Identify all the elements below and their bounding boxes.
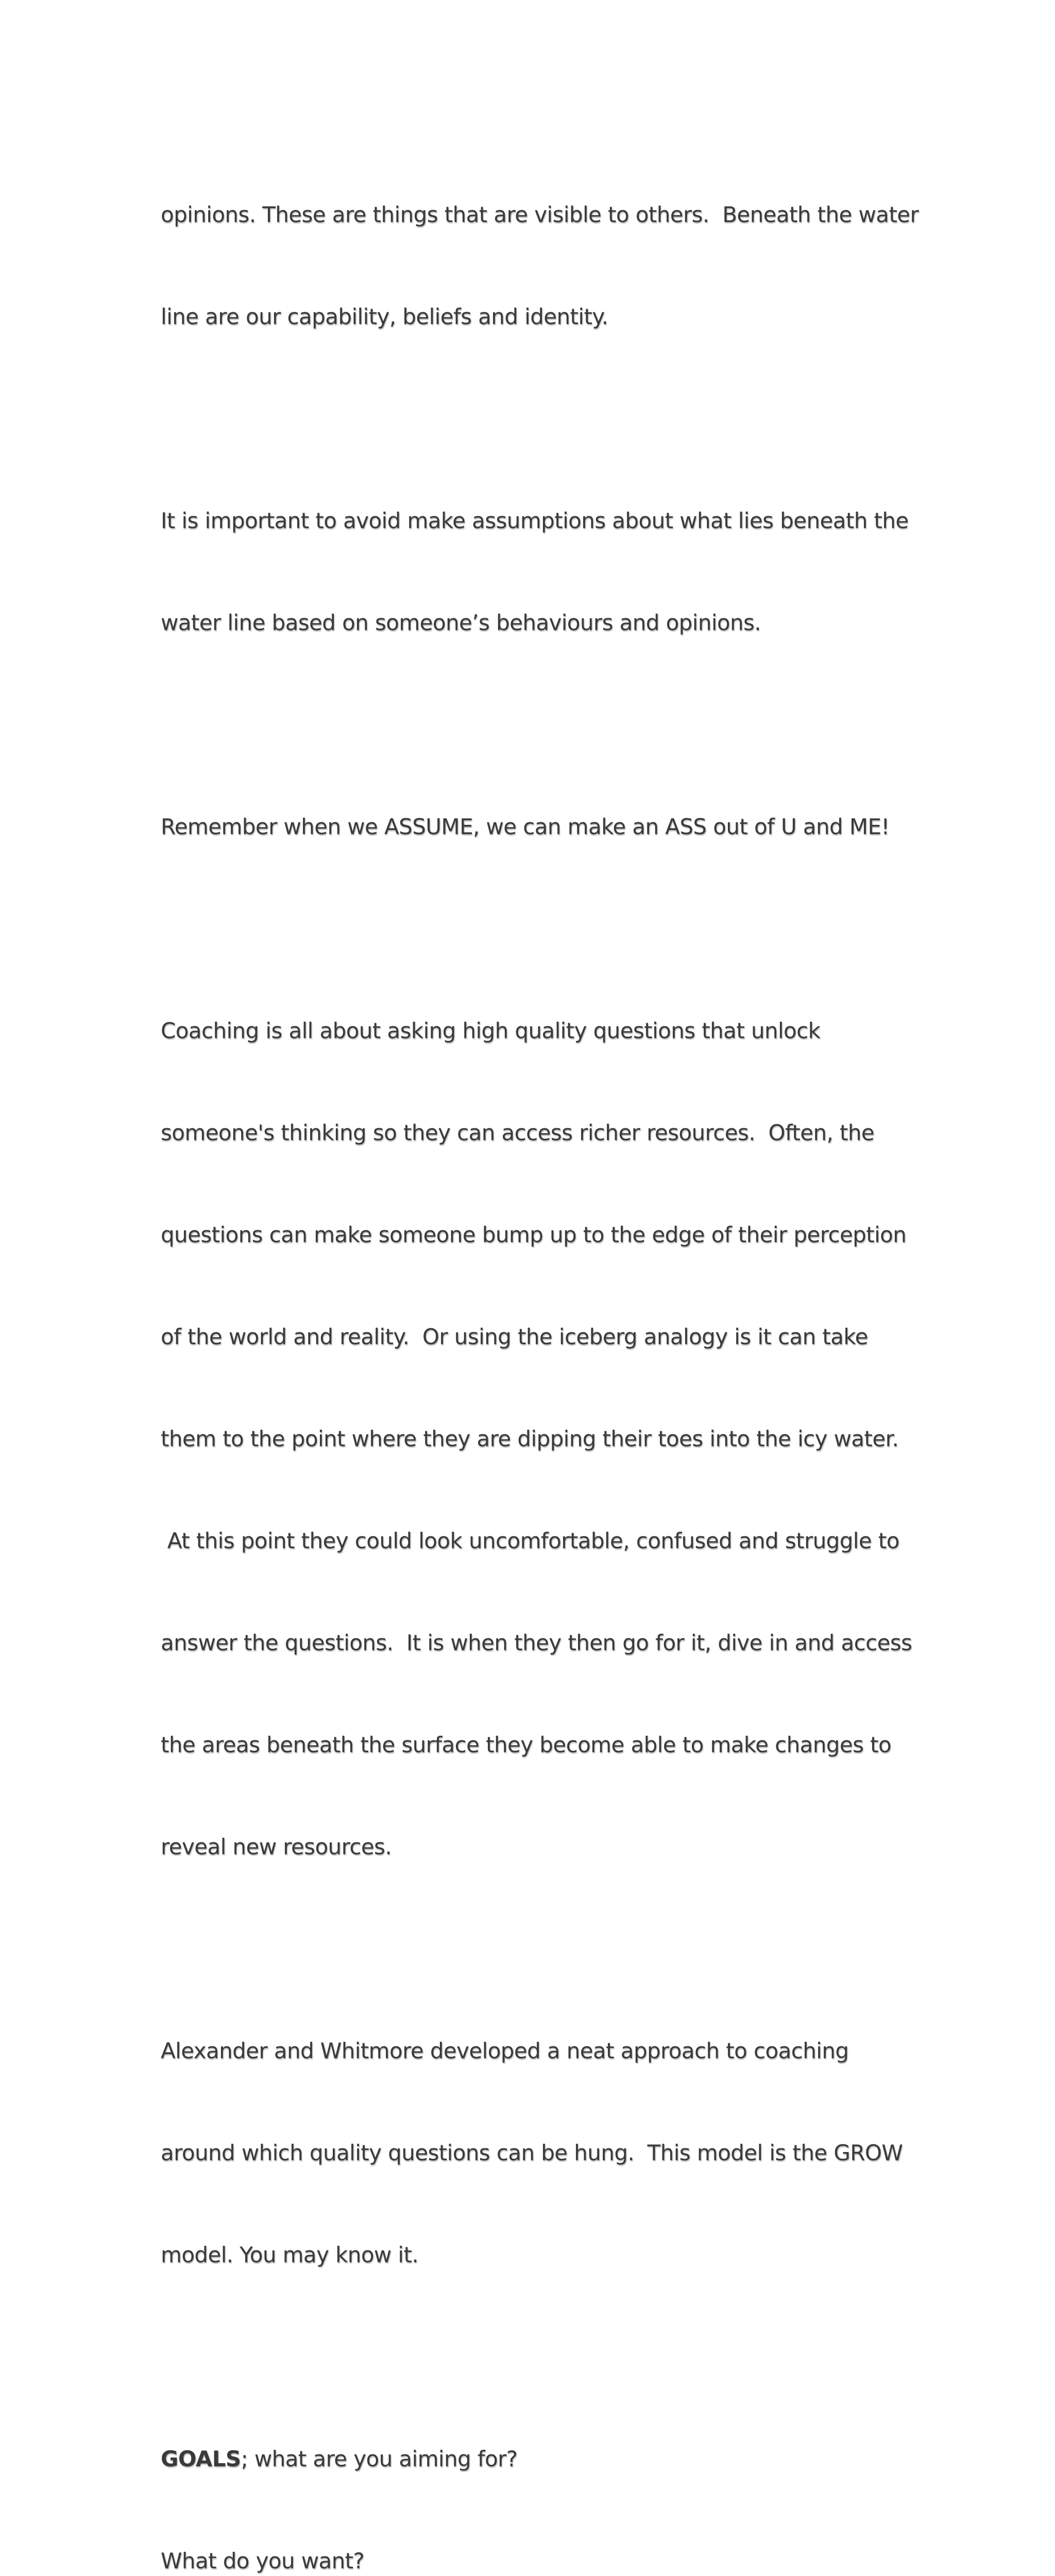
paragraph-coaching [161,946,913,1932]
paragraph-grow-model [161,1966,913,2340]
text-line: someone's thinking so they can access richer resources. Often, the [161,1120,875,1145]
section-heading-line [161,2442,913,2476]
text-line: At this point they could look uncomfortable, confused and struggle to [161,1528,899,1553]
text-line: model. You may know it. [161,2242,419,2267]
section-goals [161,2374,913,2576]
text-line: of the world and reality. Or using the iceberg analogy is it can take [161,1324,868,1349]
text-line: around which quality questions can be hung. This model is the GROW [161,2140,903,2165]
document-body [161,130,919,2576]
section-heading: GOALS [161,2446,241,2471]
text-line: It is important to avoid make assumptions about what lies beneath the [161,508,909,533]
section-heading-rest: ; what are you aiming for? [241,2446,518,2471]
text-line: reveal new resources. [161,1834,392,1859]
paragraph-assume [161,742,913,912]
question-line: What do you want? [161,2548,365,2573]
text-line: Alexander and Whitmore developed a neat approach to coaching [161,2038,849,2063]
text-line: questions can make someone bump up to the edge of their perception [161,1222,907,1247]
paragraph-assumptions [161,436,913,708]
text-line: the areas beneath the surface they become able to make changes to [161,1732,892,1757]
text-line: opinions. These are things that are visible to others. Beneath the water [161,202,919,227]
text-line: answer the questions. It is when they then go for it, dive in and access [161,1630,912,1655]
text-line: them to the point where they are dipping their toes into the icy water. [161,1426,899,1451]
paragraph-iceberg-visible [161,130,919,402]
text-line: line are our capability, beliefs and identity. [161,304,608,329]
text-line: water line based on someone’s behaviours and opinions. [161,610,761,635]
text-line: Coaching is all about asking high quality questions that unlock [161,1018,821,1043]
text-line: Remember when we ASSUME, we can make an ASS out of U and ME! [161,814,890,839]
